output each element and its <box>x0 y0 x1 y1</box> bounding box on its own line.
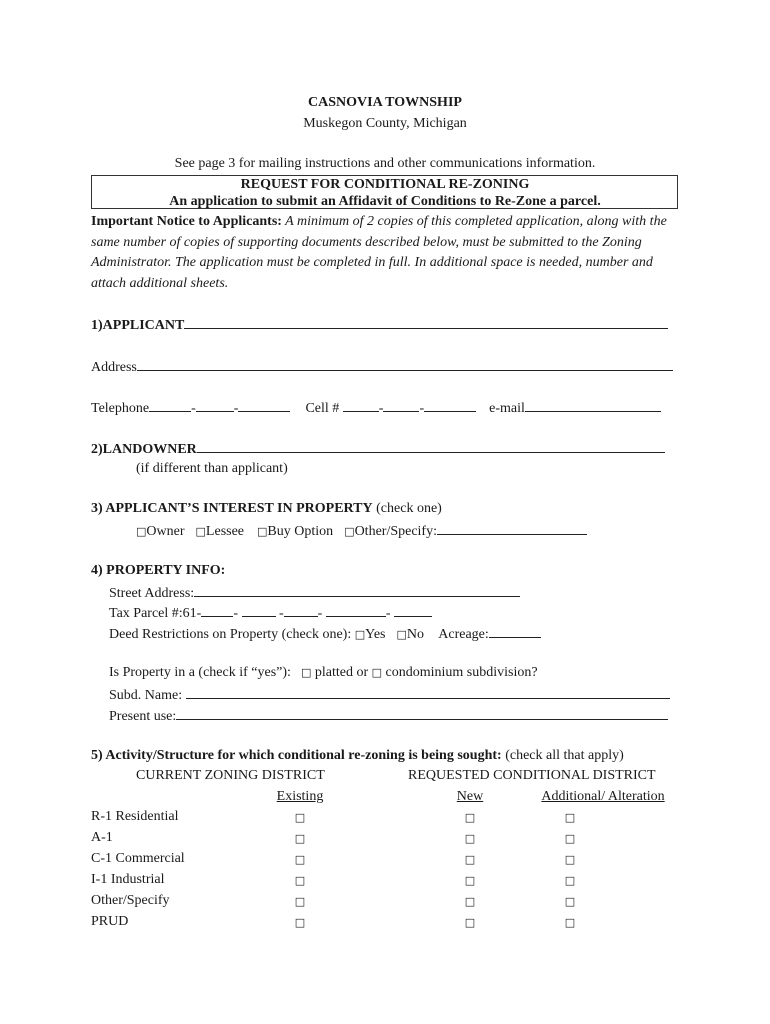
zoning-a-1-additional-checkbox[interactable]: □ <box>564 832 576 845</box>
street-row <box>109 584 520 602</box>
zoning-r-1-residential-new-checkbox[interactable]: □ <box>464 811 476 824</box>
current-zoning-header: CURRENT ZONING DISTRICT <box>136 768 325 783</box>
zoning-prud-existing-checkbox[interactable]: □ <box>294 916 306 929</box>
present-use-row <box>109 707 668 725</box>
email-field[interactable] <box>525 399 661 412</box>
zoning-a-1-existing-checkbox[interactable]: □ <box>294 832 306 845</box>
zoning-r-1-residential-existing-checkbox[interactable]: □ <box>294 811 306 824</box>
tax-parcel-row: Tax Parcel #:61- - - - - <box>109 604 432 622</box>
notice-text: A minimum of 2 copies of this completed application, along with the same number of copies of supporting documents described below, must be submitted to the Zoning Administrator. The application must be completed in full. In additional space is needed, number and attach additional sheets. <box>91 214 667 291</box>
zoning-other-specify-new-checkbox[interactable]: □ <box>464 895 476 908</box>
deed-yes-label: Yes <box>365 627 386 642</box>
form-title: REQUEST FOR CONDITIONAL RE-ZONING <box>240 177 530 192</box>
owner-checkbox[interactable]: □ <box>136 525 147 538</box>
tax-parcel-field-3[interactable] <box>284 604 318 617</box>
zoning-r-1-residential-additional-checkbox[interactable]: □ <box>564 811 576 824</box>
zoning-row-label-i-1-industrial: I-1 Industrial <box>91 872 165 887</box>
deed-yes-checkbox[interactable]: □ <box>354 628 366 641</box>
zoning-c-1-commercial-existing-checkbox[interactable]: □ <box>294 853 306 866</box>
tax-parcel-field-4[interactable] <box>326 604 386 617</box>
condo-label: condominium subdivision? <box>385 665 538 680</box>
phone-row: Telephone - - Cell # - - e-mail <box>91 399 661 417</box>
other-checkbox[interactable]: □ <box>344 525 355 538</box>
applicant-row <box>91 316 668 334</box>
zoning-i-1-industrial-existing-checkbox[interactable]: □ <box>294 874 306 887</box>
buy-option-label: Buy Option <box>267 524 334 539</box>
interest-heading <box>91 501 442 517</box>
interest-label: 3) APPLICANT’S INTEREST IN PROPERTY <box>91 501 373 516</box>
subdivision-question <box>109 665 538 681</box>
cell-prefix-field[interactable] <box>383 399 419 412</box>
owner-option-label: Owner <box>146 524 185 539</box>
zoning-other-specify-existing-checkbox[interactable]: □ <box>294 895 306 908</box>
lessee-option-label: Lessee <box>205 524 245 539</box>
landowner-field[interactable] <box>197 440 665 453</box>
zoning-row-label-a-1: A-1 <box>91 830 113 845</box>
township-title: CASNOVIA TOWNSHIP <box>308 95 462 110</box>
cell-line-field[interactable] <box>424 399 476 412</box>
zoning-i-1-industrial-new-checkbox[interactable]: □ <box>464 874 476 887</box>
zoning-prud-new-checkbox[interactable]: □ <box>464 916 476 929</box>
mailing-note: See page 3 for mailing instructions and other communications information. <box>174 156 596 171</box>
condo-checkbox[interactable]: □ <box>371 666 383 679</box>
tax-parcel-field-1[interactable] <box>201 604 233 617</box>
interest-options <box>136 522 587 540</box>
property-heading: 4) PROPERTY INFO: <box>91 563 226 578</box>
zoning-row-label-r-1-residential: R-1 Residential <box>91 809 179 824</box>
form-subtitle: An application to submit an Affidavit of Conditions to Re-Zone a parcel. <box>169 194 601 209</box>
interest-hint: (check one) <box>372 501 442 516</box>
subd-name-label: Subd. Name: <box>109 688 183 703</box>
requested-district-header: REQUESTED CONDITIONAL DISTRICT <box>408 768 656 783</box>
present-use-field[interactable] <box>176 707 668 720</box>
deed-row <box>109 625 541 643</box>
applicant-field[interactable] <box>184 316 668 329</box>
additional-column-header: Additional/ Alteration <box>541 789 665 804</box>
deed-label: Deed Restrictions on Property (check one): <box>109 627 352 642</box>
telephone-label: Telephone <box>91 401 150 416</box>
address-label: Address <box>91 360 137 375</box>
zoning-prud-additional-checkbox[interactable]: □ <box>564 916 576 929</box>
new-column-header: New <box>456 789 484 804</box>
existing-column-header: Existing <box>276 789 324 804</box>
other-option-label: Other/Specify: <box>354 524 437 539</box>
email-label: e-mail <box>489 401 525 416</box>
cell-label: Cell # <box>305 401 340 416</box>
zoning-c-1-commercial-additional-checkbox[interactable]: □ <box>564 853 576 866</box>
zoning-c-1-commercial-new-checkbox[interactable]: □ <box>464 853 476 866</box>
important-notice <box>91 212 681 294</box>
telephone-line-field[interactable] <box>238 399 290 412</box>
telephone-area-field[interactable] <box>149 399 191 412</box>
activity-label: 5) Activity/Structure for which conditional re-zoning is being sought: <box>91 748 502 763</box>
zoning-row-label-c-1-commercial: C-1 Commercial <box>91 851 185 866</box>
buy-option-checkbox[interactable]: □ <box>257 525 268 538</box>
street-label: Street Address: <box>109 586 195 601</box>
other-specify-field[interactable] <box>437 522 587 535</box>
zoning-other-specify-additional-checkbox[interactable]: □ <box>564 895 576 908</box>
county-subtitle: Muskegon County, Michigan <box>303 116 467 131</box>
activity-heading <box>91 748 624 764</box>
zoning-row-label-other-specify: Other/Specify <box>91 893 170 908</box>
subd-name-field[interactable] <box>186 686 670 699</box>
notice-label: Important Notice to Applicants: <box>91 214 282 229</box>
tax-parcel-field-2[interactable] <box>242 604 276 617</box>
acreage-label: Acreage: <box>438 627 489 642</box>
address-field[interactable] <box>137 358 673 371</box>
lessee-checkbox[interactable]: □ <box>195 525 206 538</box>
deed-no-checkbox[interactable]: □ <box>396 628 407 641</box>
deed-no-label: No <box>406 627 425 642</box>
landowner-label: 2)LANDOWNER <box>91 442 197 457</box>
applicant-label: 1)APPLICANT <box>91 318 185 333</box>
address-row <box>91 358 673 376</box>
tax-parcel-field-5[interactable] <box>394 604 432 617</box>
zoning-row-label-prud: PRUD <box>91 914 129 929</box>
landowner-note: (if different than applicant) <box>136 461 288 476</box>
tax-parcel-label: Tax Parcel #:61- <box>109 606 202 621</box>
cell-area-field[interactable] <box>343 399 379 412</box>
subd-name-row <box>109 686 670 704</box>
acreage-field[interactable] <box>489 625 541 638</box>
telephone-prefix-field[interactable] <box>196 399 234 412</box>
present-use-label: Present use: <box>109 709 177 724</box>
zoning-i-1-industrial-additional-checkbox[interactable]: □ <box>564 874 576 887</box>
landowner-row <box>91 440 665 458</box>
platted-checkbox[interactable]: □ <box>300 666 312 679</box>
activity-hint: (check all that apply) <box>501 748 624 763</box>
street-field[interactable] <box>194 584 520 597</box>
zoning-a-1-new-checkbox[interactable]: □ <box>464 832 476 845</box>
subdivision-question-label: Is Property in a (check if “yes”): <box>109 665 291 680</box>
platted-label: platted or <box>314 665 369 680</box>
